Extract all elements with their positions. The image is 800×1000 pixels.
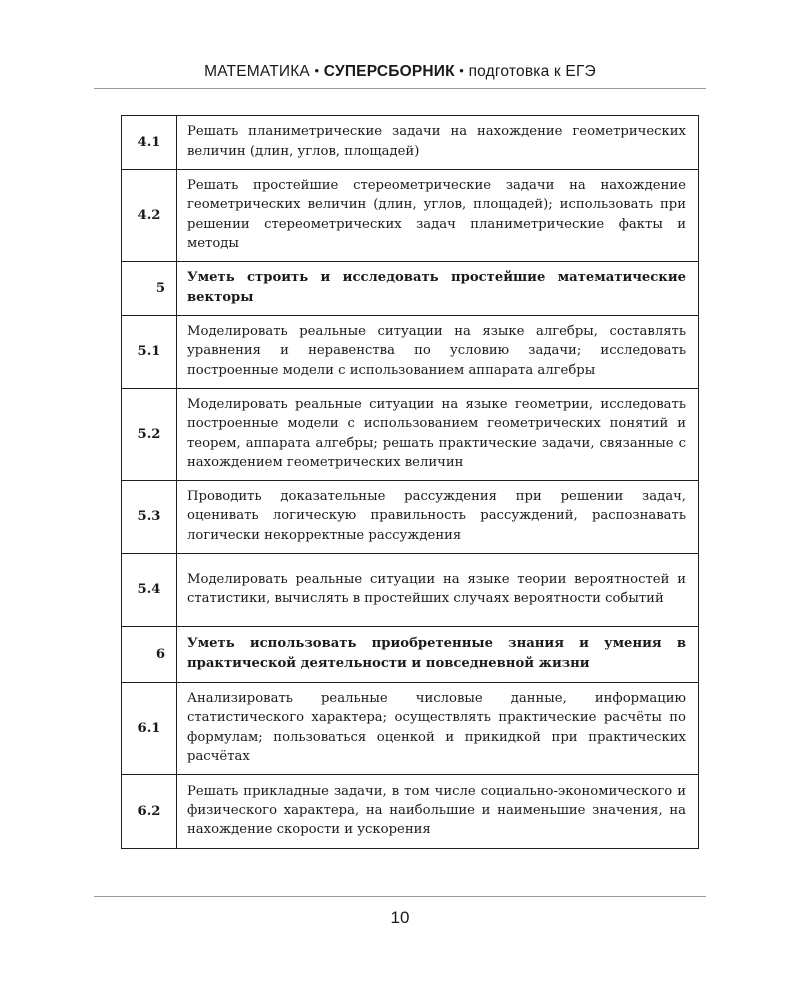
row-code: 6.2 — [122, 775, 177, 849]
row-text: Анализировать реальные числовые данные, информацию статистического характера; осуществлять практические расчёты по формулам; пользоваться оценкой и прикидкой при практических расчётах — [177, 683, 699, 775]
table-row — [122, 683, 699, 775]
row-code: 5.1 — [122, 316, 177, 389]
row-code: 6.1 — [122, 683, 177, 775]
row-text: Моделировать реальные ситуации на языке геометрии, исследовать построенные модели с использованием геометрических понятий и теорем, аппарата алгебры; решать практические задачи, связанные с нахождением геометрических величин — [177, 389, 699, 481]
row-text: Решать прикладные задачи, в том числе социально-экономического и физического характера, на наибольшие и наименьшие значения, на нахождение скорости и ускорения — [177, 775, 699, 849]
requirements-table — [121, 115, 699, 849]
row-code: 5.4 — [122, 554, 177, 627]
row-code: 6 — [122, 627, 177, 683]
row-text: Уметь строить и исследовать простейшие математические векторы — [177, 262, 699, 316]
header-separator: • — [459, 63, 465, 78]
table-row-heading — [122, 262, 699, 316]
table-row — [122, 775, 699, 849]
row-text: Моделировать реальные ситуации на языке теории вероятностей и статистики, вычислять в простейших случаях вероятности событий — [177, 554, 699, 627]
running-header — [94, 63, 706, 81]
row-text: Моделировать реальные ситуации на языке алгебры, составлять уравнения и неравенства по условию задачи; исследовать построенные модели с использованием аппарата алгебры — [177, 316, 699, 389]
table-row — [122, 116, 699, 170]
table-row — [122, 170, 699, 262]
header-subject: МАТЕМАТИКА — [204, 63, 310, 80]
row-text: Уметь использовать приобретенные знания и умения в практической деятельности и повседневной жизни — [177, 627, 699, 683]
row-text: Решать простейшие стереометрические задачи на нахождение геометрических величин (длин, углов, площадей); использовать при решении стереометрических задач планиметрические факты и методы — [177, 170, 699, 262]
table-row-heading — [122, 627, 699, 683]
row-code: 5.2 — [122, 389, 177, 481]
page-number: 10 — [390, 908, 410, 927]
table-row — [122, 481, 699, 554]
table-row — [122, 554, 699, 627]
header-rule — [94, 88, 706, 89]
table-row — [122, 316, 699, 389]
table-row — [122, 389, 699, 481]
header-separator: • — [314, 63, 320, 78]
footer-rule — [94, 896, 706, 897]
header-subtitle: подготовка к ЕГЭ — [468, 63, 596, 80]
row-code: 4.2 — [122, 170, 177, 262]
row-code: 4.1 — [122, 116, 177, 170]
row-code: 5 — [122, 262, 177, 316]
row-code: 5.3 — [122, 481, 177, 554]
row-text: Проводить доказательные рассуждения при решении задач, оценивать логическую правильность рассуждений, распознавать логически некорректные рассуждения — [177, 481, 699, 554]
header-series: СУПЕРСБОРНИК — [323, 63, 455, 80]
row-text: Решать планиметрические задачи на нахождение геометрических величин (длин, углов, площадей) — [177, 116, 699, 170]
